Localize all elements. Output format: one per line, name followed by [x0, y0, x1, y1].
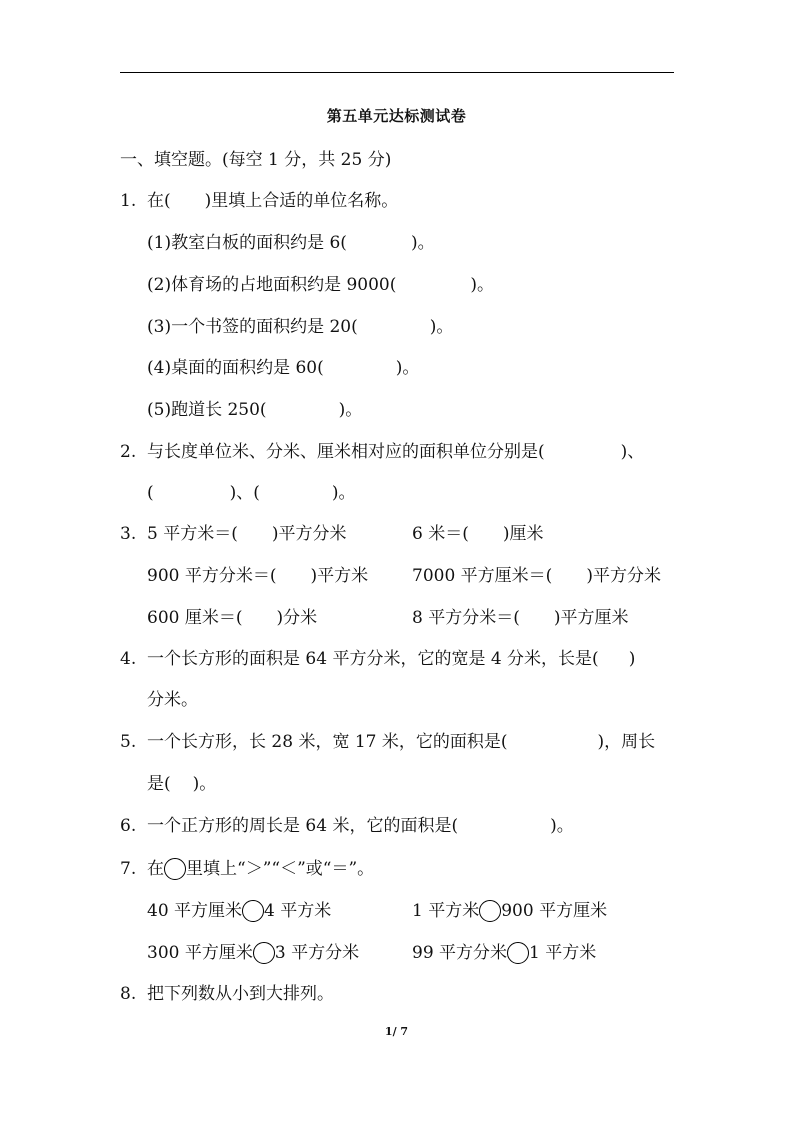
question-number: 2.	[120, 442, 137, 462]
conversion-text: )平方分米	[271, 524, 347, 544]
compare-circle-input[interactable]	[507, 942, 529, 964]
question-text: (	[147, 483, 154, 503]
question-stem: 在	[147, 859, 164, 879]
question-text: )、(	[229, 483, 260, 503]
q3-row-1-right	[412, 523, 544, 545]
compare-text: 1 平方米	[529, 943, 597, 963]
question-number: 3.	[120, 524, 137, 544]
compare-text: 99 平方分米	[412, 943, 508, 963]
question-text: )。	[550, 816, 574, 836]
q1-item-4	[147, 357, 419, 379]
q7-row-1-right	[412, 900, 607, 922]
question-3-number	[120, 523, 147, 545]
q7-row-2-left	[147, 942, 359, 964]
conversion-text: 8 平方分米＝(	[412, 608, 520, 628]
q3-row-2-left	[147, 565, 368, 587]
question-stem: 一个长方形，长 28 米，宽 17 米，它的面积是(	[147, 732, 508, 752]
header-rule	[120, 72, 674, 73]
compare-circle-input[interactable]	[253, 942, 275, 964]
compare-text: 3 平方分米	[274, 943, 360, 963]
compare-text: 1 平方米	[412, 901, 480, 921]
conversion-text: 900 平方分米＝(	[147, 566, 277, 586]
question-4	[120, 648, 635, 670]
question-number: 6.	[120, 816, 137, 836]
section-heading: 一、填空题。(每空 1 分，共 25 分)	[120, 150, 392, 170]
q1-item-1	[147, 232, 435, 254]
question-7	[120, 858, 374, 880]
item-text: )。	[429, 317, 454, 337]
page-title: 第五单元达标测试卷	[326, 107, 467, 125]
q4-line-2: 分米。	[147, 690, 198, 710]
question-stem: 在( )里填上合适的单位名称。	[147, 191, 399, 211]
q7-row-1-left	[147, 900, 331, 922]
circle-icon	[164, 858, 186, 880]
question-number: 4.	[120, 649, 137, 669]
question-text: )、	[620, 442, 645, 462]
question-1	[120, 190, 398, 212]
question-text: )，周长	[597, 732, 656, 752]
question-stem: 里填上“＞”“＜”或“＝”。	[186, 859, 375, 879]
question-2	[120, 441, 644, 463]
q2-line-2	[147, 482, 356, 504]
conversion-text: )厘米	[502, 524, 544, 544]
compare-text: 4 平方米	[264, 901, 332, 921]
conversion-text: 6 米＝(	[412, 524, 469, 544]
item-text: (4)桌面的面积约是 60(	[147, 358, 324, 378]
item-text: )。	[470, 275, 495, 295]
question-number: 1.	[120, 191, 137, 211]
compare-text: 300 平方厘米	[147, 943, 253, 963]
question-stem: 一个长方形的面积是 64 平方分米，它的宽是 4 分米，长是(	[147, 649, 599, 669]
q3-row-3-left	[147, 607, 317, 629]
question-text: )。	[192, 774, 217, 794]
compare-circle-input[interactable]	[479, 900, 501, 922]
q3-row-2-right	[412, 565, 661, 587]
item-text: )。	[338, 400, 363, 420]
question-stem: 与长度单位米、分米、厘米相对应的面积单位分别是(	[147, 442, 545, 462]
q3-row-1-left	[147, 523, 347, 545]
q3-row-3-right	[412, 607, 629, 629]
conversion-text: 7000 平方厘米＝(	[412, 566, 553, 586]
question-8	[120, 983, 334, 1005]
question-stem: 一个正方形的周长是 64 米，它的面积是(	[147, 816, 459, 836]
item-text: )。	[410, 233, 435, 253]
item-text: (1)教室白板的面积约是 6(	[147, 233, 347, 253]
item-text: (5)跑道长 250(	[147, 400, 267, 420]
q1-item-2	[147, 274, 494, 296]
item-text: (3)一个书签的面积约是 20(	[147, 317, 358, 337]
question-text: 是(	[147, 774, 171, 794]
q7-row-2-right	[412, 942, 596, 964]
question-text: )	[628, 649, 636, 669]
q1-item-3	[147, 316, 453, 338]
page-number: 1/ 7	[384, 1025, 409, 1038]
item-text: )。	[395, 358, 420, 378]
question-text: )。	[331, 483, 356, 503]
q1-item-5	[147, 399, 362, 421]
compare-text: 900 平方厘米	[501, 901, 608, 921]
question-number: 8.	[120, 984, 137, 1004]
conversion-text: 5 平方米＝(	[147, 524, 238, 544]
compare-circle-input[interactable]	[242, 900, 264, 922]
compare-text: 40 平方厘米	[147, 901, 243, 921]
question-number: 7.	[120, 859, 137, 879]
question-6	[120, 815, 574, 837]
conversion-text: )分米	[276, 608, 318, 628]
item-text: (2)体育场的占地面积约是 9000(	[147, 275, 397, 295]
question-stem: 把下列数从小到大排列。	[147, 984, 334, 1004]
question-5	[120, 731, 655, 753]
conversion-text: )平方厘米	[553, 608, 629, 628]
question-number: 5.	[120, 732, 137, 752]
q5-line-2	[147, 773, 216, 795]
conversion-text: )平方分米	[586, 566, 661, 586]
conversion-text: 600 厘米＝(	[147, 608, 243, 628]
conversion-text: )平方米	[310, 566, 369, 586]
